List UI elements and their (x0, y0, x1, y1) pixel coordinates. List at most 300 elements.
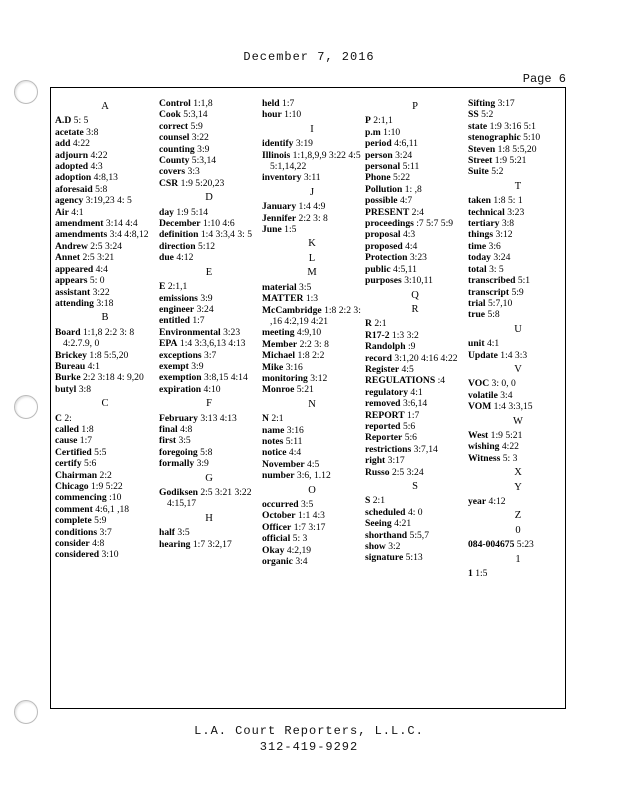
index-term: hearing (159, 538, 191, 550)
index-letter-heading: 0 (515, 524, 521, 536)
index-refs: 1:3 3:2 (391, 329, 419, 341)
index-refs: 3:11 (303, 172, 321, 184)
index-entry (365, 410, 465, 421)
index-term: state (468, 120, 488, 132)
index-refs: 1:3 (305, 293, 319, 305)
index-term: Andrew (55, 240, 88, 252)
index-refs: 1:7 (407, 409, 420, 421)
index-entry (262, 447, 362, 458)
index-term: monitoring (262, 372, 308, 384)
index-term: attending (55, 297, 94, 309)
index-entry (159, 304, 259, 315)
index-term: possible (365, 195, 398, 207)
index-refs: 4:8,13 (93, 172, 118, 184)
index-entry (365, 218, 465, 229)
index-letter-heading: B (101, 312, 109, 324)
index-refs: 3:16 (286, 424, 304, 436)
index-refs: 3:9 (197, 143, 210, 155)
index-refs: 4:1 (410, 386, 423, 398)
index-refs: 5:2 (481, 109, 494, 121)
index-term: year (468, 496, 487, 507)
index-refs: 3:3 (187, 166, 200, 178)
index-entry (365, 264, 465, 275)
index-term: Officer (262, 521, 292, 533)
index-letter-heading: I (310, 123, 314, 135)
index-letter-heading: H (205, 512, 213, 524)
index-entry (365, 552, 465, 563)
index-term: Witness (468, 452, 501, 464)
index-refs: 3:8,15 4:14 (204, 372, 248, 384)
index-entry (365, 172, 465, 183)
index-entry (262, 413, 362, 424)
index-term: aforesaid (55, 183, 93, 195)
index-term: P (365, 115, 371, 127)
index-term: Street (468, 155, 493, 167)
index-refs: 3:5 (299, 281, 312, 293)
index-refs: 2:4 (411, 206, 424, 218)
index-refs: 4:12 (176, 252, 194, 264)
index-column-1 (55, 98, 155, 561)
index-term: R17-2 (365, 329, 390, 341)
index-refs: 5:7,10 (488, 297, 513, 309)
index-entry (262, 293, 362, 304)
index-entry (55, 435, 155, 446)
index-term: Annet (55, 252, 81, 264)
index-term: restrictions (365, 443, 412, 455)
index-refs: 3:24 (493, 252, 511, 264)
index-refs: 5: 3 (292, 533, 308, 545)
index-entry (365, 318, 465, 329)
index-entry (159, 539, 259, 550)
index-column-3 (262, 98, 362, 567)
index-refs: 5:13 (405, 552, 423, 564)
index-term: wishing (468, 441, 500, 453)
index-term: West (468, 429, 489, 441)
index-term: amendments (55, 229, 108, 241)
index-entry (365, 364, 465, 375)
index-refs: :10 (109, 492, 122, 504)
index-refs: 4:5 (401, 363, 414, 375)
index-entry (468, 350, 566, 361)
index-term: considered (55, 549, 100, 561)
index-refs: 1:4 3:3 (500, 349, 528, 361)
index-refs: 3: 5 (489, 263, 504, 275)
index-refs: 3:24 (196, 303, 214, 315)
index-refs: 3:12 (495, 229, 513, 241)
index-entry (365, 275, 465, 286)
index-refs: 3:22 (92, 286, 110, 298)
index-term: February (159, 412, 198, 424)
index-entry (365, 184, 465, 195)
index-refs: 5:9 (511, 286, 524, 298)
index-entry (55, 549, 155, 560)
index-term: June (262, 224, 282, 236)
index-term: emissions (159, 292, 198, 304)
index-refs: 3:17 (497, 98, 515, 109)
index-term: notice (262, 447, 287, 459)
index-term: occurred (262, 499, 299, 510)
index-entry (365, 398, 465, 409)
index-refs: 3:19,23 4: 5 (85, 195, 132, 207)
index-term: trial (468, 297, 486, 309)
index-letter-heading: D (205, 192, 213, 204)
index-term: material (262, 281, 297, 293)
index-letter-heading: X (514, 467, 522, 479)
index-refs: 1:7 3:17 (293, 521, 326, 533)
index-entry (468, 132, 566, 143)
index-entry (55, 424, 155, 435)
index-term: signature (365, 552, 404, 564)
footer-phone: 312-419-9292 (259, 740, 359, 754)
index-entry (468, 229, 566, 240)
index-refs: 1:9 5:20,23 (180, 177, 225, 189)
index-term: Monroe (262, 384, 295, 396)
index-entry (159, 435, 259, 446)
index-entry (159, 327, 259, 338)
index-entry (159, 98, 259, 109)
index-term: Brickey (55, 349, 87, 361)
index-refs: 1:8 5: 1 (493, 195, 523, 207)
index-term: consider (55, 538, 90, 550)
index-refs: 4:3 (402, 229, 416, 241)
index-letter-heading: Z (514, 510, 522, 522)
index-term: proposal (365, 229, 401, 241)
index-refs: 5:9 (94, 515, 107, 527)
index-term: Air (55, 206, 69, 218)
index-refs: 1:9 5:21 (490, 429, 523, 441)
index-refs: 3:7 (99, 526, 112, 538)
index-term: conditions (55, 526, 98, 538)
index-entry (468, 155, 566, 166)
index-term: Chicago (55, 481, 89, 492)
index-term: C (55, 412, 62, 424)
index-refs: 2:1 (271, 413, 284, 425)
index-entry (55, 527, 155, 538)
index-letter-heading: W (513, 415, 523, 427)
index-entry (55, 470, 155, 481)
index-letter-heading: 1 (515, 553, 521, 565)
index-term: October (262, 510, 296, 522)
index-refs: 5:23 (516, 539, 534, 551)
index-refs: 3:13 4:13 (200, 412, 237, 424)
index-term: VOC (468, 378, 490, 390)
index-term: transcript (468, 286, 510, 298)
index-term: right (365, 455, 386, 467)
index-term: A.D (55, 115, 72, 127)
index-term: transcribed (468, 275, 516, 287)
index-entry (365, 387, 465, 398)
index-term: Register (365, 363, 400, 375)
index-letter-heading: G (205, 472, 213, 484)
index-term: engineer (159, 303, 195, 315)
index-entry (365, 195, 465, 206)
index-refs: 2:2 3: 8 (298, 212, 328, 224)
index-term: PRESENT (365, 206, 410, 218)
index-term: counsel (159, 132, 190, 144)
index-refs: :9 (407, 341, 416, 353)
index-term: unit (468, 338, 485, 350)
index-refs: 4:4 (95, 263, 108, 275)
index-refs: 3:10,11 (404, 275, 433, 287)
index-entry (262, 172, 362, 183)
index-refs: 5: 3 (502, 452, 518, 464)
index-refs: 4:9,10 (296, 327, 322, 339)
index-refs: 3:8 (501, 218, 515, 230)
index-entry (55, 504, 155, 515)
index-entry (55, 275, 155, 286)
index-entry (365, 241, 465, 252)
index-refs: 3:2 (388, 541, 401, 553)
index-term: complete (55, 515, 92, 527)
index-term: cause (55, 435, 78, 447)
index-refs: 5:12 (198, 240, 216, 252)
index-entry (468, 441, 566, 452)
index-entry (468, 195, 566, 206)
index-term: appears (55, 275, 88, 287)
index-term: day (159, 206, 174, 218)
index-entry (468, 121, 566, 132)
index-refs: 2:5 3:24 (391, 466, 424, 478)
index-entry (159, 458, 259, 469)
index-entry (159, 384, 259, 395)
index-entry (159, 527, 259, 538)
index-term: covers (159, 166, 186, 178)
index-refs: 2:2 3:18 4: 9,20 (83, 372, 144, 384)
index-entry (55, 287, 155, 298)
index-term: 1 (468, 568, 473, 580)
index-term: Environmental (159, 326, 221, 338)
index-entry (468, 309, 566, 320)
index-term: Burke (55, 372, 81, 384)
index-refs: 4:12 (488, 496, 506, 507)
index-refs: 1:4 3:3,6,13 4:13 (179, 338, 246, 350)
index-entry (159, 144, 259, 155)
index-entry (159, 413, 259, 424)
index-term: removed (365, 398, 401, 410)
index-refs: 5:6 (404, 432, 417, 444)
index-refs: :4 (437, 375, 446, 387)
index-refs: 1:8 5:5,20 (89, 349, 129, 361)
index-term: meeting (262, 327, 295, 339)
index-entry (262, 339, 362, 350)
index-term: butyl (55, 383, 77, 395)
index-refs: 3:12 (310, 372, 328, 384)
index-term: Phone (365, 172, 391, 184)
index-term: appeared (55, 263, 94, 275)
index-term: due (159, 252, 174, 264)
index-refs: 5:8 (487, 309, 500, 321)
index-term: Seeing (365, 518, 392, 530)
index-term: shorthand (365, 529, 408, 541)
index-entry (468, 401, 566, 412)
index-refs: 2: (64, 412, 72, 424)
index-refs: 1:8 2:2 3: ,16 4:2,19 4:21 (270, 304, 361, 327)
index-refs: 1: ,8 (404, 183, 422, 195)
index-refs: 2:1 (374, 318, 387, 330)
index-refs: 3:5 (301, 499, 314, 510)
index-term: add (55, 138, 71, 150)
index-term: final (159, 423, 178, 435)
index-entry (262, 109, 362, 120)
index-refs: 5:10 (523, 132, 541, 144)
index-term: MATTER (262, 293, 304, 305)
index-refs: 1:1,8 2:2 3: 8 4:2.7.9, 0 (63, 326, 135, 350)
index-refs: 4:3 (90, 161, 103, 173)
index-entry (262, 499, 362, 510)
index-term: technical (468, 206, 505, 218)
index-entry (468, 218, 566, 229)
index-entry (365, 541, 465, 552)
index-entry (159, 241, 259, 252)
index-entry (365, 518, 465, 529)
index-refs: 4:6,1 ,18 (95, 503, 130, 515)
index-refs: 3:14 4:4 (105, 218, 138, 230)
index-column-2 (159, 98, 259, 550)
index-refs: 2:1 (372, 495, 386, 507)
index-entry (262, 384, 362, 395)
index-entry (468, 568, 566, 579)
index-refs: 3:10 (101, 549, 119, 561)
index-entry (159, 121, 259, 132)
index-entry (468, 390, 566, 401)
index-entry (365, 530, 465, 541)
index-term: Steven (468, 143, 496, 155)
index-refs: 4:4 (288, 447, 302, 459)
index-entry (262, 362, 362, 373)
index-refs: 4:7 (399, 195, 413, 207)
index-entry (55, 492, 155, 503)
index-letter-heading: E (205, 266, 213, 278)
index-refs: 5:5,7 (409, 529, 429, 541)
index-entry (159, 178, 259, 189)
index-refs: 5:6 (84, 458, 97, 470)
index-term: Mike (262, 361, 284, 373)
index-term: Chairman (55, 469, 98, 481)
index-entry (159, 109, 259, 120)
index-term: personal (365, 161, 401, 173)
index-term: REPORT (365, 409, 405, 421)
index-entry (365, 207, 465, 218)
index-refs: 4:1 (71, 206, 84, 218)
index-refs: 5:6 (402, 420, 416, 432)
index-letter-heading: U (514, 323, 522, 335)
index-term: proposed (365, 240, 403, 252)
index-entry (55, 327, 155, 350)
index-refs: 5:3,14 (183, 109, 208, 121)
index-column-5 (468, 98, 566, 579)
index-entry (365, 341, 465, 352)
index-entry (262, 98, 362, 109)
index-entry (365, 375, 465, 386)
index-term: time (468, 240, 487, 252)
index-letter-heading: Q (411, 289, 419, 301)
index-entry (262, 425, 362, 436)
index-term: today (468, 252, 491, 264)
index-term: proceedings (365, 218, 414, 230)
index-term: Pollution (365, 183, 403, 195)
index-term: amendment (55, 218, 104, 230)
index-entry (159, 252, 259, 263)
index-letter-heading: O (308, 484, 316, 496)
index-term: things (468, 229, 494, 241)
index-refs: 3:6, 1.12 (296, 470, 331, 482)
index-entry (159, 155, 259, 166)
index-term: exempt (159, 360, 189, 372)
index-entry (365, 127, 465, 138)
index-letter-heading: F (206, 398, 212, 410)
index-entry (468, 98, 566, 109)
index-refs: :7 5:7 5:9 (416, 218, 454, 230)
index-refs: 5:2 (491, 166, 504, 178)
index-refs: 1:10 4:6 (202, 218, 235, 230)
index-entry (468, 453, 566, 464)
index-term: 084-004675 (468, 539, 515, 551)
index-term: person (365, 149, 393, 161)
index-entry (262, 213, 362, 224)
page-date: December 7, 2016 (243, 50, 375, 64)
index-refs: 1:8 2:2 (297, 350, 325, 362)
index-term: held (262, 98, 280, 109)
index-entry (365, 353, 465, 364)
index-term: Russo (365, 466, 390, 478)
index-entry (468, 241, 566, 252)
index-refs: 4:6,11 (394, 138, 418, 150)
index-entry (468, 496, 566, 507)
index-entry (159, 229, 259, 240)
index-refs: 3: 0, 0 (491, 378, 516, 390)
binder-hole-top (14, 80, 38, 104)
index-refs: 4:22 (501, 441, 519, 453)
index-term: exceptions (159, 349, 202, 361)
index-refs: 2:2 (99, 469, 112, 481)
index-term: assistant (55, 286, 91, 298)
index-refs: 5:11 (402, 161, 420, 173)
index-term: purposes (365, 275, 402, 287)
index-entry (365, 150, 465, 161)
index-entry (55, 413, 155, 424)
index-refs: 1:7 (282, 98, 295, 109)
index-entry (262, 282, 362, 293)
index-refs: 3:6,14 (402, 398, 428, 410)
index-entry (159, 281, 259, 292)
index-refs: 5:5 (94, 446, 107, 458)
index-refs: 4:8 (92, 538, 105, 550)
index-refs: 3:9 (200, 292, 213, 304)
index-term: official (262, 533, 291, 545)
index-refs: 3:9 (196, 458, 209, 470)
index-refs: 3:17 (387, 455, 405, 467)
index-entry (365, 229, 465, 240)
index-refs: 1:1,8,9,9 3:22 4:5 5:1,14,22 (270, 149, 361, 173)
index-refs: 4:2,19 (286, 544, 312, 556)
index-refs: 1:1 4:3 (297, 510, 325, 522)
index-letter-heading: L (308, 252, 316, 264)
index-refs: 4:1 (87, 360, 100, 372)
index-term: commencing (55, 492, 107, 504)
index-entry (468, 264, 566, 275)
index-term: formally (159, 458, 195, 470)
index-term: Godiksen (159, 487, 198, 498)
index-entry (159, 315, 259, 326)
index-term: Suite (468, 166, 489, 178)
index-term: Certified (55, 446, 92, 458)
index-refs: 3:7,14 (413, 443, 438, 455)
index-term: Bureau (55, 360, 86, 372)
index-entry (468, 275, 566, 286)
index-term: Control (159, 98, 191, 109)
index-letter-heading: S (412, 481, 418, 492)
index-term: Okay (262, 544, 285, 556)
